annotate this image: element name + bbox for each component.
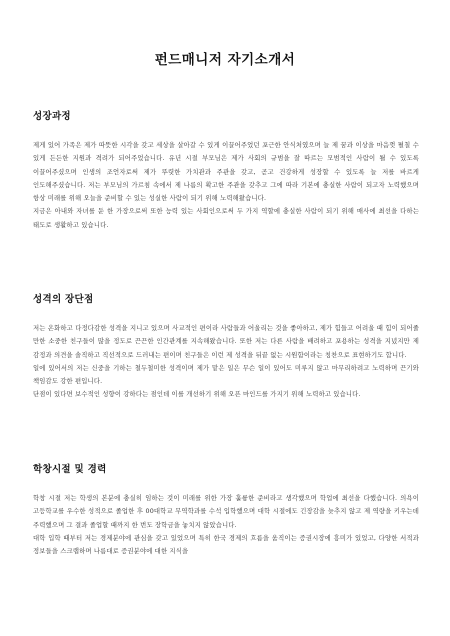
paragraph: 일에 있어서의 저는 신중을 기하는 철두철미한 성격이며 제가 맡은 일은 무슨 일이 있어도 미루지 않고 마무리하려고 노력하며 끈기와 책임감도 강한 편입니다. — [33, 364, 419, 386]
paragraph: 지금은 아내와 자녀를 둔 한 가장으로써 또한 능력 있는 사회인으로써 두 가지 역할에 충실한 사람이 되기 위해 매사에 최선을 다하는 태도로 생활하고 있습니다. — [33, 208, 419, 229]
section-school-career — [33, 461, 419, 558]
paragraph: 제게 있어 가족은 제가 따뜻한 시각을 갖고 세상을 살아갈 수 있게 이끌어주었던 포근한 안식처였으며 늘 제 꿈과 이상을 마음껏 펼칠 수 있게 든든한 지원과 격려가 되어주었습니다. 유년 시절 부모님은 제가 사회의 규범을 잘 따르는 모범적인 사람이 될 수 있도록 이끌어주셨으며 인생의 조언자로써 제가 뚜렷한 가치관과 주관을 갖고, 곧고 건강하게 성장할 수 있도록 늘 저를 바르게 인도해주셨습니다. 저는 부모님의 가르침 속에서 제 나름의 확고한 주관을 갖추고 그에 따라 기본에 충실한 사람이 되고자 노력했으며 항상 미래를 위해 오늘을 준비할 수 있는 성실한 사람이 되기 위해 노력해왔습니다. — [33, 142, 419, 203]
section-heading: 성장과정 — [33, 111, 71, 122]
section-personality — [33, 291, 419, 402]
paragraph: 단점이 있다면 보수적인 성향이 강하다는 점인데 이를 개선하기 위해 오픈 마인드를 가지기 위해 노력하고 있습니다. — [33, 391, 361, 399]
section-heading: 학창시절 및 경력 — [33, 464, 107, 475]
paragraph: 학창 시절 저는 학생의 본분에 충실히 임하는 것이 미래를 위한 가장 훌륭한 준비라고 생각했으며 학업에 최선을 다했습니다. 의욕이 고등학교를 우수한 성적으로 졸업한 후 00대학교 무역학과를 수석 입학했으며 대학 시절에도 긴장감을 늦추지 않고 제 역량을 키우는데 주력했으며 그 결과 졸업할 때까지 한 번도 장학금을 놓치지 않았습니다. — [33, 495, 419, 529]
section-heading: 성격의 장단점 — [33, 294, 94, 305]
section-growth — [33, 108, 419, 232]
document-title: 펀드매니저 자기소개서 — [154, 52, 296, 68]
paragraph: 저는 온화하고 다정다감한 성격을 지니고 있으며 사교적인 편이라 사람들과 어울리는 것을 좋아하고, 제가 힘들고 어려울 때 힘이 되어줄 만한 소중한 친구들이 많을 정도로 끈끈한 인간관계를 지속해왔습니다. 또한 저는 다른 사람을 배려하고 포용하는 성격을 지녔지만 제 감정과 의견을 솔직하고 직선적으로 드러내는 편이며 친구들은 이런 제 성격을 뒤끝 없는 시원함이라는 칭찬으로 표현하기도 합니다. — [33, 325, 419, 359]
paragraph: 대학 입학 때부터 저는 경제분야에 관심을 갖고 있었으며 특히 한국 경제의 흐름을 움직이는 증권시장에 흥미가 있었고, 다양한 서적과 정보들을 스크랩하며 나름대로 증권분야에 대한 지식을 — [33, 534, 419, 556]
